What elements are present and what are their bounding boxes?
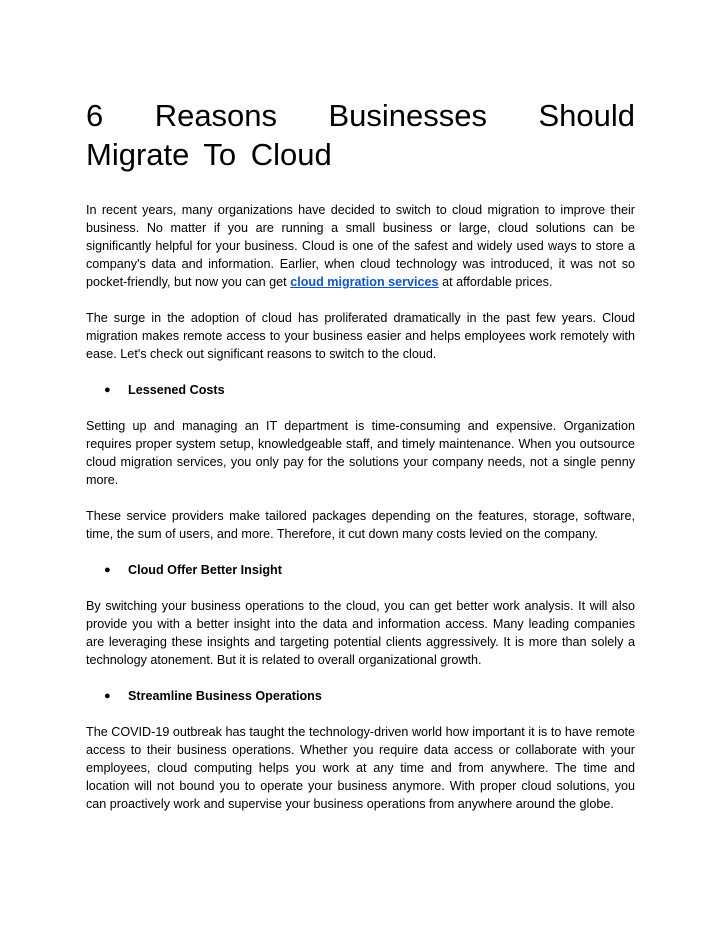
spacer — [86, 399, 635, 417]
spacer — [86, 543, 635, 561]
spacer — [86, 489, 635, 507]
spacer — [86, 579, 635, 597]
body-paragraph: The surge in the adoption of cloud has proliferated dramatically in the past few years. Cloud migration makes remote access to your business easier and helps employees work remotely with ease. Let's check out significant reasons to switch to the cloud. — [86, 311, 635, 361]
page-title: 6 Reasons Businesses Should Migrate To Cloud — [86, 98, 635, 172]
body-paragraph: These service providers make tailored packages depending on the features, storage, software, time, the sum of users, and more. Therefore, it cut down many costs levied on the company. — [86, 509, 635, 541]
intro-text-before-link: In recent years, many organizations have decided to switch to cloud migration to improve their business. No matter if you are running a small business or large, cloud solutions can be significantly helpful for your business. Cloud is one of the safest and widely used ways to store a company's data and information. Earlier, when cloud technology was introduced, it was not so pocket-friendly, but now you can get — [86, 203, 635, 289]
intro-paragraph — [86, 201, 635, 291]
section-heading-streamline-operations — [86, 687, 635, 705]
spacer — [86, 291, 635, 309]
bullet-icon: ● — [104, 564, 111, 576]
body-paragraph: Setting up and managing an IT department is time-consuming and expensive. Organization requires proper system setup, knowledgeable staff, and timely maintenance. When you outsource cloud migration services, you only pay for the solutions your company needs, not a single penny more. — [86, 419, 635, 487]
intro-text-after-link: at affordable prices. — [438, 275, 553, 289]
body-paragraph: The COVID-19 outbreak has taught the technology-driven world how important it is to have remote access to their business operations. Whether you require data access or collaborate with your employees, cloud computing helps you work at any time and from anywhere. The time and location will not bound you to operate your business anymore. With proper cloud solutions, you can proactively work and supervise your business operations from anywhere around the globe. — [86, 725, 635, 811]
bullet-icon: ● — [104, 690, 111, 702]
document-page — [86, 96, 635, 813]
section-heading-lessened-costs — [86, 381, 635, 399]
section-heading-text: Lessened Costs — [128, 383, 225, 397]
bullet-icon: ● — [104, 384, 111, 396]
spacer — [86, 705, 635, 723]
section-heading-text: Cloud Offer Better Insight — [128, 563, 282, 577]
body-paragraph: By switching your business operations to the cloud, you can get better work analysis. It will also provide you with a better insight into the data and information access. Many leading companies are leveraging these insights and targeting potential clients aggressively. It is more than solely a technology atonement. But it is related to overall organizational growth. — [86, 599, 635, 667]
cloud-migration-services-link[interactable]: cloud migration services — [290, 275, 439, 289]
spacer — [86, 363, 635, 381]
section-heading-better-insight — [86, 561, 635, 579]
spacer — [86, 669, 635, 687]
section-heading-text: Streamline Business Operations — [128, 689, 322, 703]
